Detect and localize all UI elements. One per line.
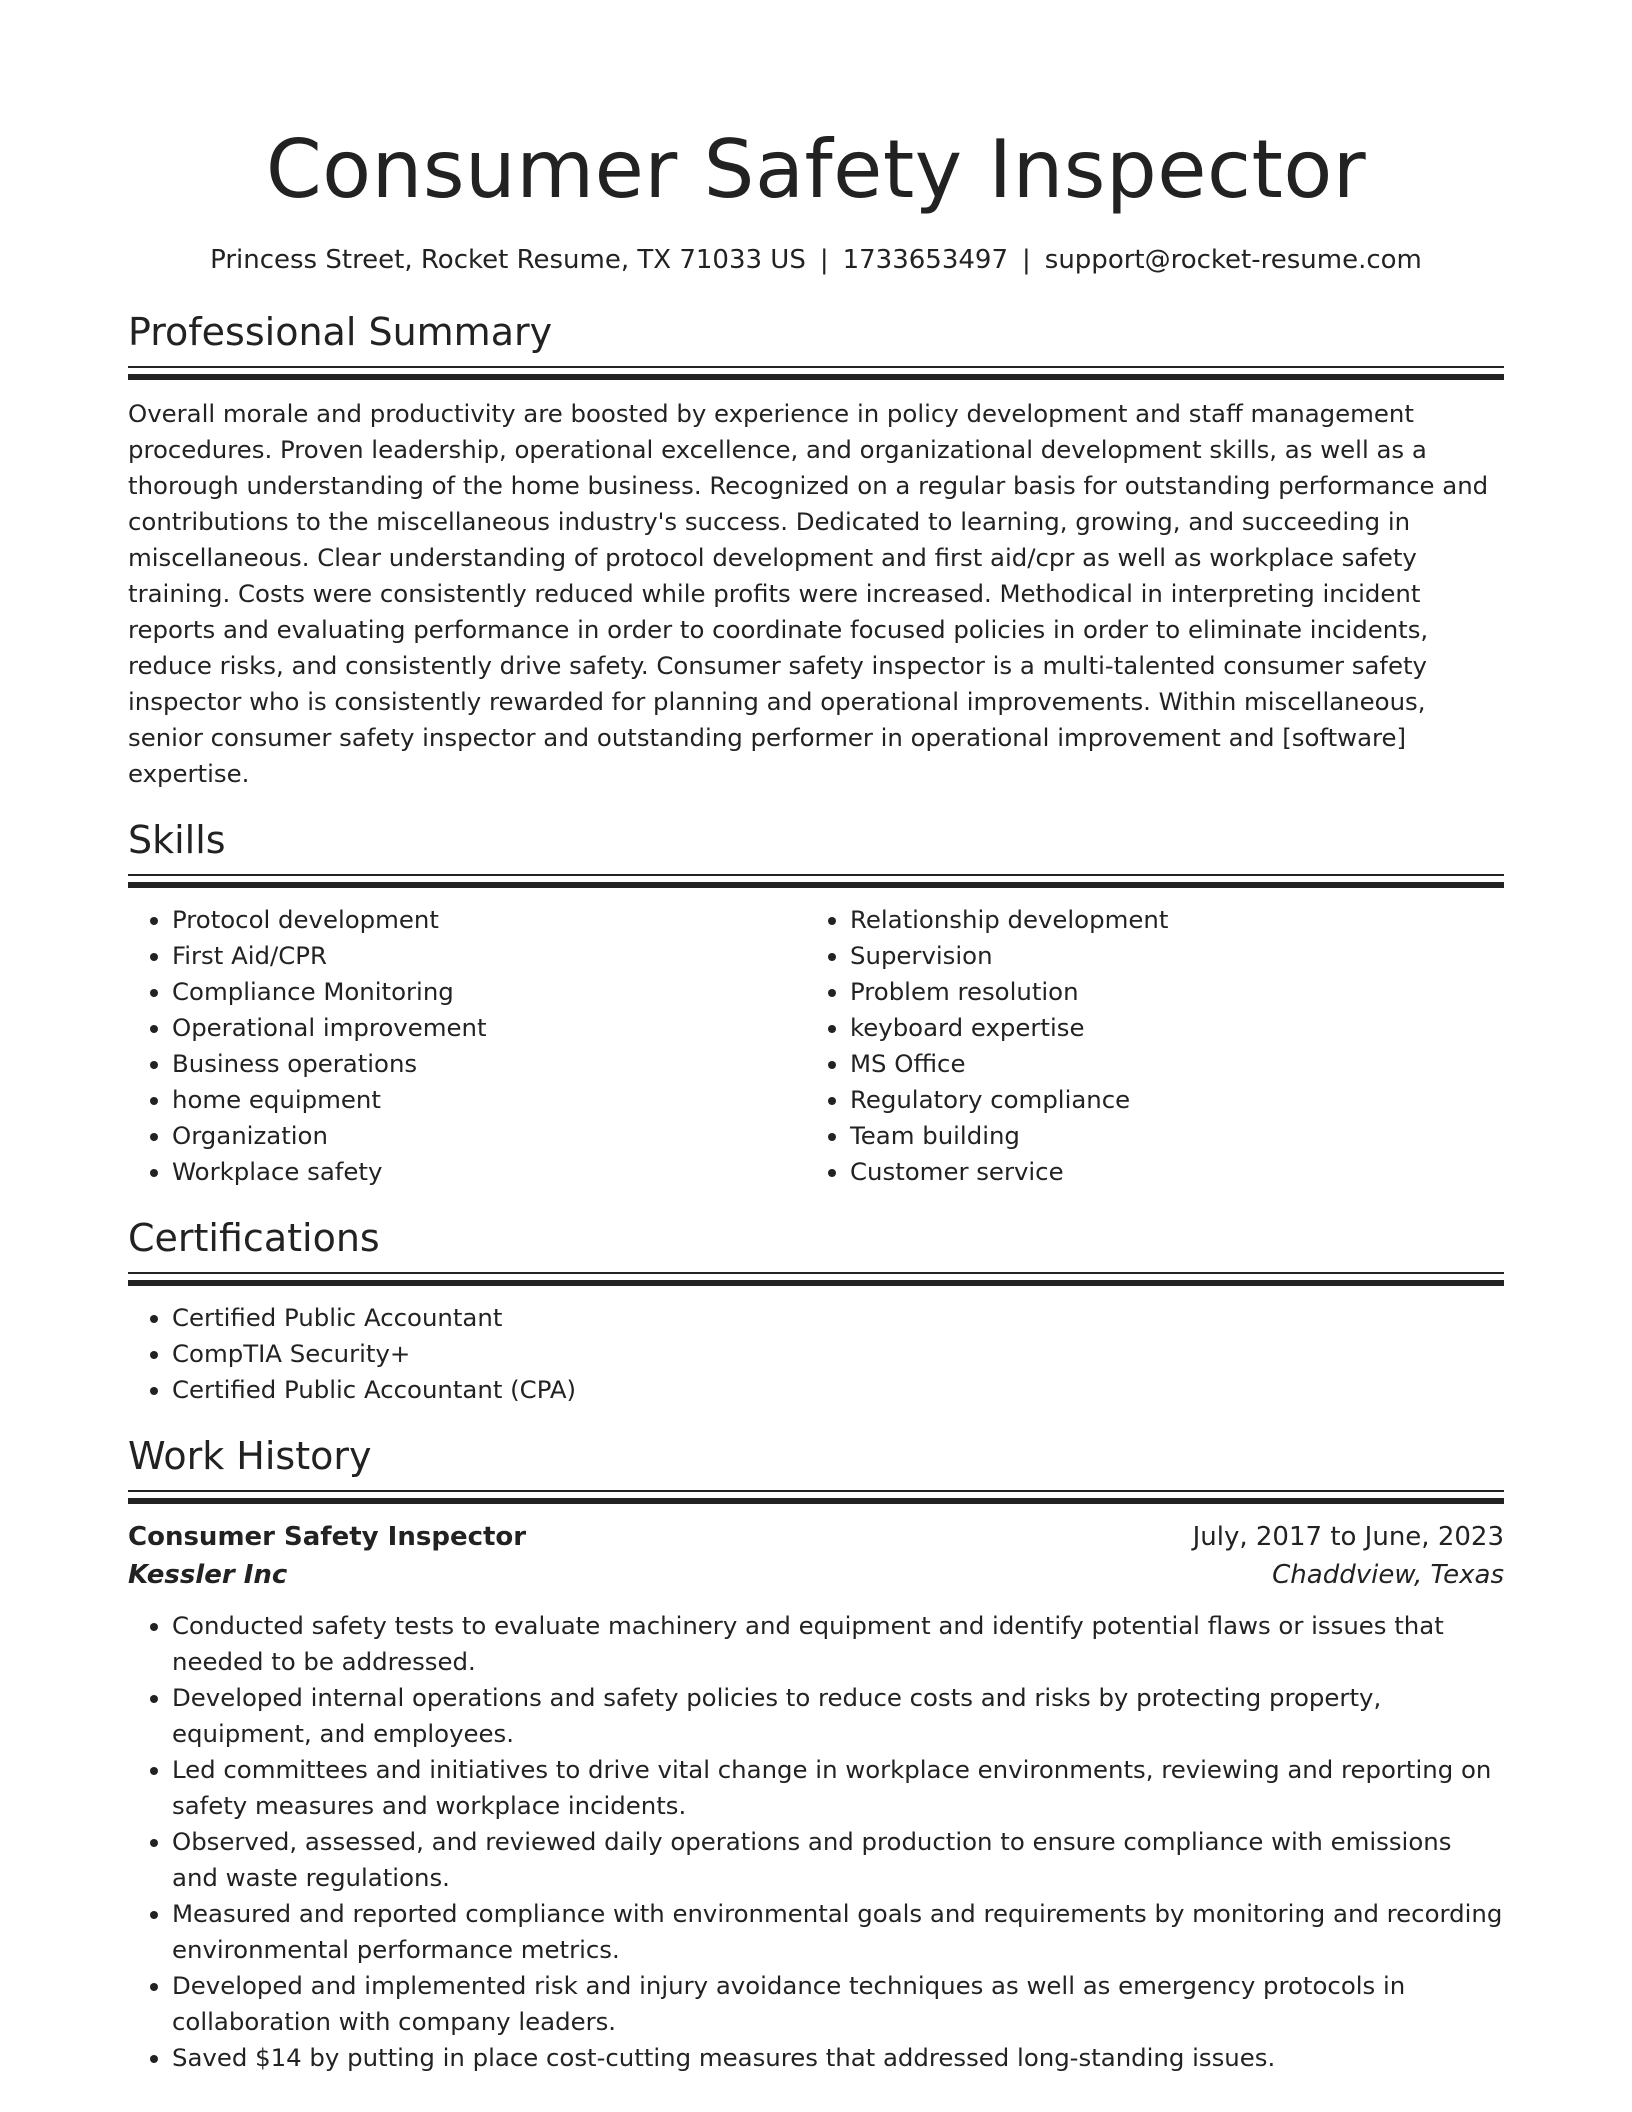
- contact-phone: 1733653497: [842, 245, 1009, 275]
- job-bullet: • Saved $14 by putting in place cost-cutting measures that addressed long-standing issues.: [172, 2040, 1504, 2076]
- skill-item: • Business operations: [172, 1046, 806, 1082]
- section-title-certifications: Certifications: [128, 1216, 380, 1260]
- job-dates: July, 2017 to June, 2023: [1192, 1522, 1504, 1552]
- contact-separator: |: [1022, 245, 1031, 275]
- skill-item: • MS Office: [850, 1046, 1484, 1082]
- section-title-work-history: Work History: [128, 1434, 372, 1478]
- skills-left-column: [128, 902, 806, 1190]
- job-bullet: • Led committees and initiatives to drive vital change in workplace environments, reviewing and reporting on safety measures and workplace incidents.: [172, 1752, 1504, 1824]
- certifications-list: [128, 1300, 1504, 1408]
- skill-item: • Organization: [172, 1118, 806, 1154]
- skill-item: • Relationship development: [850, 902, 1484, 938]
- section-title-summary: Professional Summary: [128, 310, 553, 354]
- job-title: Consumer Safety Inspector: [128, 1522, 527, 1552]
- job-header: [128, 1518, 1504, 1556]
- skill-item: • home equipment: [172, 1082, 806, 1118]
- skill-item: • Protocol development: [172, 902, 806, 938]
- contact-separator: |: [819, 245, 829, 275]
- certifications-section: [128, 1214, 1504, 1408]
- resume-page: [128, 0, 1504, 2076]
- skill-item: • Problem resolution: [850, 974, 1484, 1010]
- certification-item: • CompTIA Security+: [172, 1336, 1504, 1372]
- contact-email: support@rocket-resume.com: [1044, 245, 1422, 275]
- skill-item: • Workplace safety: [172, 1154, 806, 1190]
- skill-item: • Compliance Monitoring: [172, 974, 806, 1010]
- skill-item: • keyboard expertise: [850, 1010, 1484, 1046]
- skills-section: [128, 816, 1504, 1190]
- resume-name: Consumer Safety Inspector: [265, 123, 1367, 216]
- skills-grid: [128, 902, 1504, 1190]
- certification-item: • Certified Public Accountant (CPA): [172, 1372, 1504, 1408]
- skill-item: • Regulatory compliance: [850, 1082, 1484, 1118]
- job-bullet: • Conducted safety tests to evaluate machinery and equipment and identify potential flaws or issues that needed to be addressed.: [172, 1608, 1504, 1680]
- summary-section: [128, 308, 1504, 792]
- section-divider: [128, 874, 1504, 888]
- skill-item: • Supervision: [850, 938, 1484, 974]
- job-entry: [128, 1518, 1504, 2076]
- section-divider: [128, 1272, 1504, 1286]
- job-bullets: [128, 1608, 1504, 2076]
- job-bullet: • Developed internal operations and safety policies to reduce costs and risks by protecting property, equipment, and employees.: [172, 1680, 1504, 1752]
- skill-item: • First Aid/CPR: [172, 938, 806, 974]
- contact-line: [128, 242, 1504, 278]
- section-divider: [128, 366, 1504, 380]
- skill-item: • Team building: [850, 1118, 1484, 1154]
- work-history-section: [128, 1432, 1504, 2076]
- job-bullet: • Developed and implemented risk and injury avoidance techniques as well as emergency protocols in collaboration with company leaders.: [172, 1968, 1504, 2040]
- job-company: Kessler Inc: [128, 1560, 288, 1590]
- certification-item: • Certified Public Accountant: [172, 1300, 1504, 1336]
- job-location: Chaddview, Texas: [1272, 1560, 1504, 1590]
- section-title-skills: Skills: [128, 818, 226, 862]
- job-bullet: • Measured and reported compliance with environmental goals and requirements by monitoring and recording environmental performance metrics.: [172, 1896, 1504, 1968]
- contact-address: Princess Street, Rocket Resume, TX 71033 US: [210, 245, 806, 275]
- summary-text: Overall morale and productivity are boosted by experience in policy development and staff management procedures. Proven leadership, operational excellence, and organizational development skills, as well as a thorough understanding of the home business. Recognized on a regular basis for outstanding performance and contributions to the miscellaneous industry's success. Dedicated to learning, growing, and succeeding in miscellaneous. Clear understanding of protocol development and first aid/cpr as well as workplace safety training. Costs were consistently reduced while profits were increased. Methodical in interpreting incident reports and evaluating performance in order to coordinate focused policies in order to eliminate incidents, reduce risks, and consistently drive safety. Consumer safety inspector is a multi-talented consumer safety inspector who is consistently rewarded for planning and operational improvements. Within miscellaneous, senior consumer safety inspector and outstanding performer in operational improvement and [software] expertise.: [128, 399, 1489, 788]
- skill-item: • Customer service: [850, 1154, 1484, 1190]
- job-bullet: • Observed, assessed, and reviewed daily operations and production to ensure compliance with emissions and waste regulations.: [172, 1824, 1504, 1896]
- section-divider: [128, 1490, 1504, 1504]
- job-subheader: [128, 1556, 1504, 1594]
- skills-right-column: [806, 902, 1484, 1190]
- skill-item: • Operational improvement: [172, 1010, 806, 1046]
